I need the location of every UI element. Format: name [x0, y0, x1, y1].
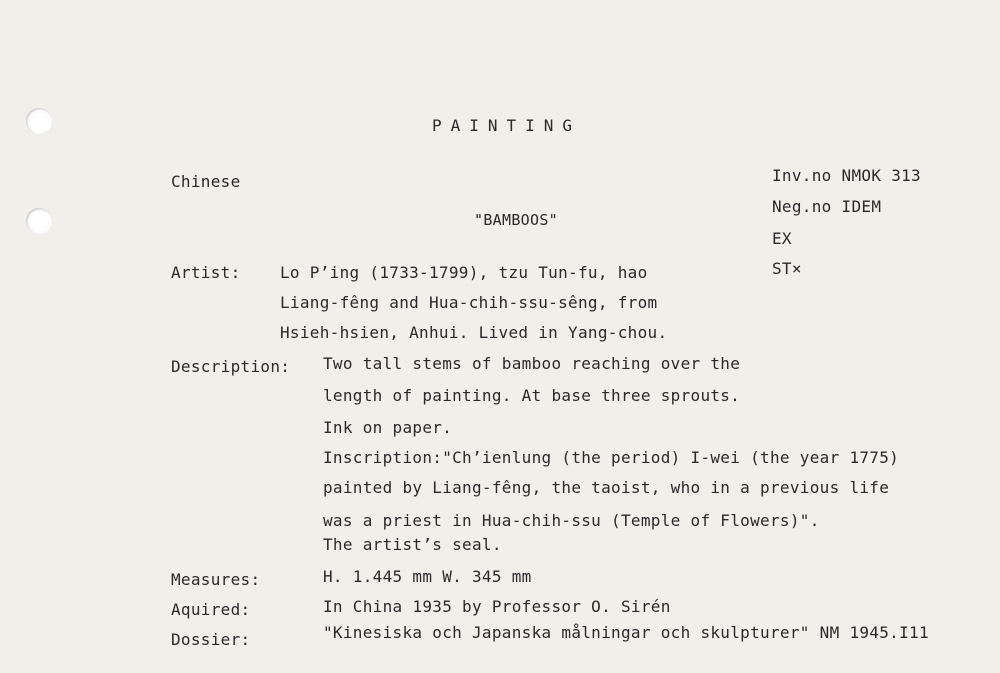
dossier-value: "Kinesiska och Japanska målningar och skulpturer" NM 1945.I11: [323, 623, 929, 642]
dossier-label: Dossier:: [171, 630, 251, 649]
description-line: The artist’s seal.: [323, 535, 502, 554]
artist-line: Liang-fêng and Hua-chih-ssu-sêng, from: [280, 293, 658, 312]
inventory-number: Inv.no NMOK 313: [772, 166, 921, 185]
measures-label: Measures:: [171, 570, 261, 589]
description-line: length of painting. At base three sprouts.: [323, 386, 741, 405]
negative-number: Neg.no IDEM: [772, 197, 882, 216]
work-title: "BAMBOOS": [474, 211, 558, 229]
description-line: Ink on paper.: [323, 418, 453, 437]
description-line: was a priest in Hua-chih-ssu (Temple of Flowers)".: [323, 511, 820, 530]
description-line: Inscription:"Ch’ienlung (the period) I-wei (the year 1775): [323, 448, 900, 467]
origin-label: Chinese: [171, 172, 241, 191]
artist-label: Artist:: [171, 263, 241, 282]
description-line: Two tall stems of bamboo reaching over the: [323, 354, 741, 373]
acquired-label: Aquired:: [171, 600, 251, 619]
ex-mark: EX: [772, 229, 792, 248]
description-line: painted by Liang-fêng, the taoist, who in a previous life: [323, 478, 890, 497]
description-label: Description:: [171, 357, 291, 376]
artist-line: Lo P’ing (1733-1799), tzu Tun-fu, hao: [280, 263, 648, 282]
artist-line: Hsieh-hsien, Anhui. Lived in Yang-chou.: [280, 323, 668, 342]
card-title: PAINTING: [432, 116, 582, 135]
punch-hole: [26, 108, 52, 134]
measures-value: H. 1.445 mm W. 345 mm: [323, 567, 532, 586]
punch-hole: [26, 208, 52, 234]
st-mark: ST×: [772, 259, 802, 278]
acquired-value: In China 1935 by Professor O. Sirén: [323, 597, 671, 616]
